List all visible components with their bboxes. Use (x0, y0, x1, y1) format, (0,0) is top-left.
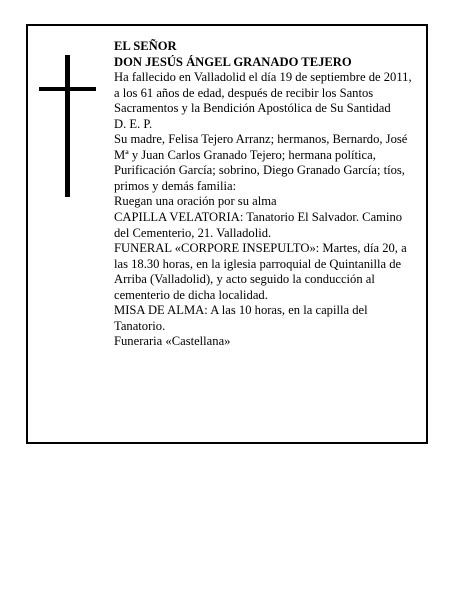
cross-vertical-bar (65, 55, 70, 197)
prayer-request: Ruegan una oración por su alma (114, 194, 277, 209)
mass-info: MISA DE ALMA: A las 10 horas, en la capilla del Tanatorio. (114, 303, 368, 333)
rest-in-peace: D. E. P. (114, 116, 153, 131)
funeral-info: FUNERAL «CORPORE INSEPULTO»: Martes, día 20, a las 18.30 horas, en la iglesia parroquial de Quintanilla de Arriba (Valladolid), y acto seguido la conducción al cementerio de dicha localidad. (114, 241, 407, 302)
family-list: Su madre, Felisa Tejero Arranz; hermanos, Bernardo, José Mª y Juan Carlos Granado Tejero; hermana política, Purificación García; sobrino, Diego Granado García; tíos, primos y demás familia: (114, 132, 408, 193)
obituary-text (114, 39, 414, 350)
deceased-name: DON JESÚS ÁNGEL GRANADO TEJERO (114, 54, 352, 69)
cross-horizontal-bar (39, 87, 96, 91)
death-statement: Ha fallecido en Valladolid el día 19 de septiembre de 2011, a los 61 años de edad, después de recibir los Santos Sacramentos y la Bendición Apostólica de Su Santidad (114, 70, 412, 116)
chapel-info: CAPILLA VELATORIA: Tanatorio El Salvador. Camino del Cementerio, 21. Valladolid. (114, 210, 403, 240)
deceased-title: EL SEÑOR (114, 39, 177, 53)
funeral-home: Funeraria «Castellana» (114, 334, 231, 349)
